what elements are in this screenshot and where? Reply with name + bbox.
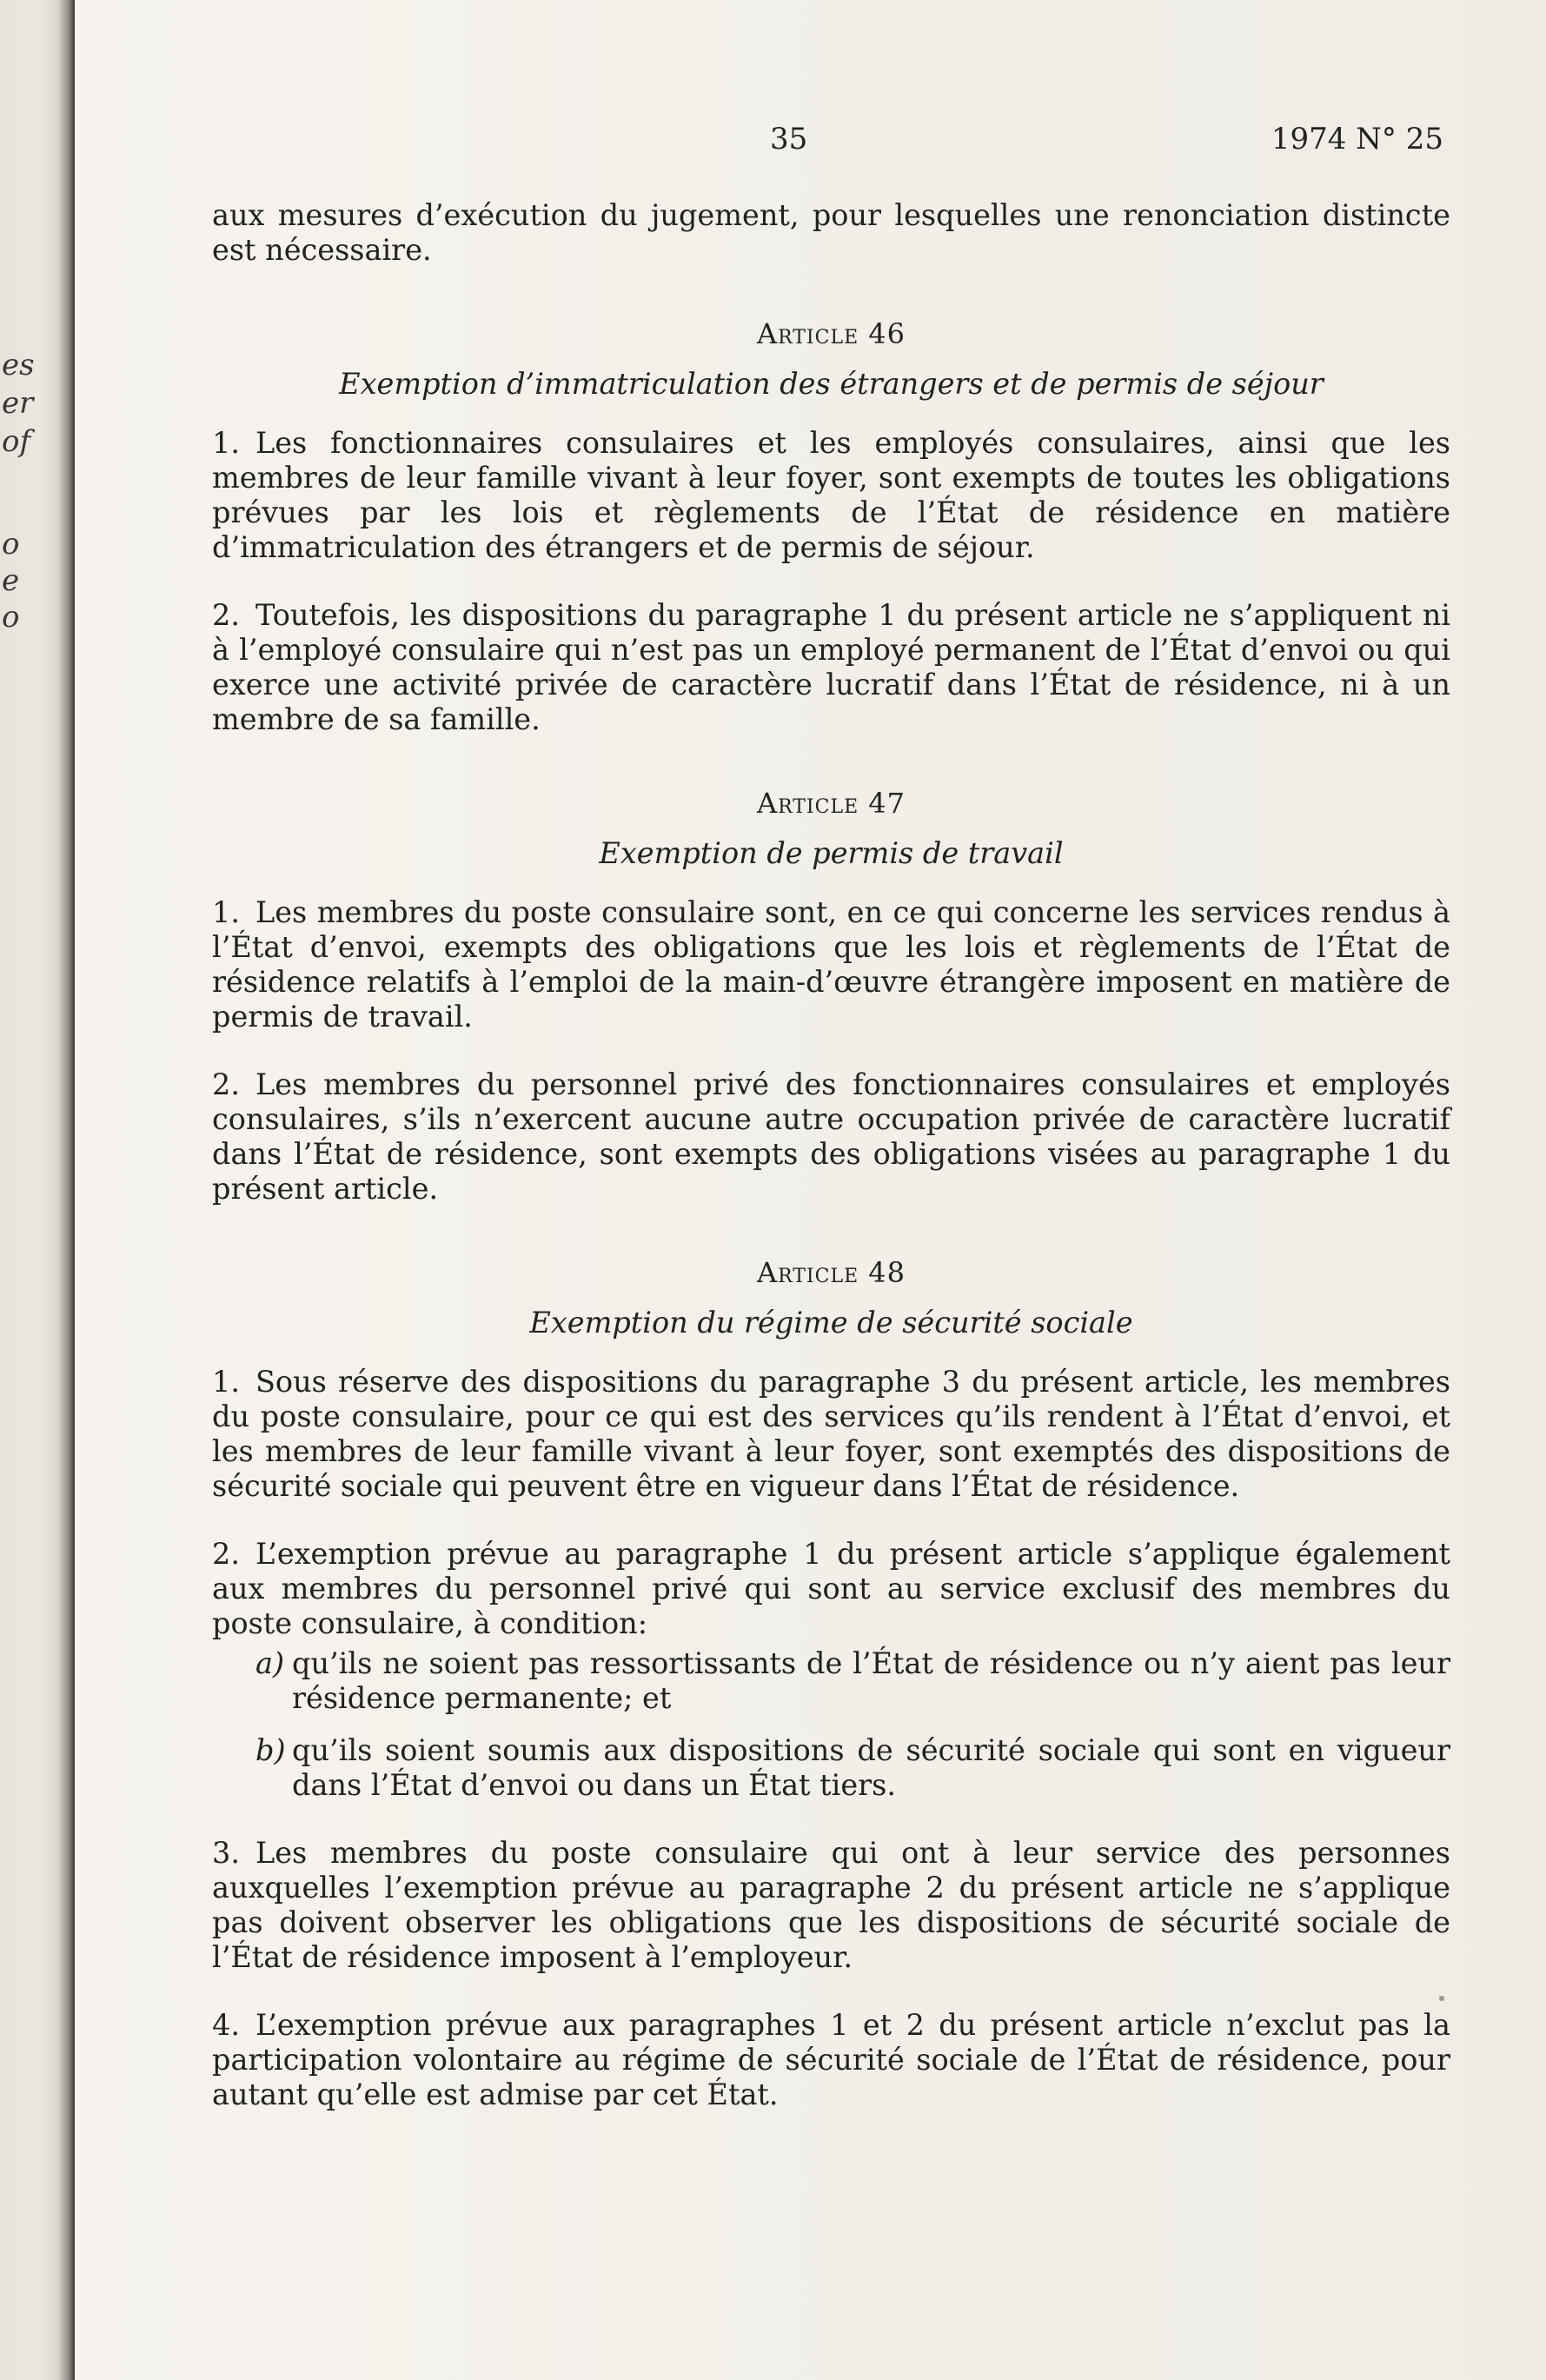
list-item [212,1733,1450,1803]
condition-list [212,1646,1450,1803]
facing-page-fragment: of [2,424,31,459]
page-number: 35 [770,122,808,156]
list-item-text: qu’ils ne soient pas ressortissants de l’État de résidence ou n’y aient pas leur résidence permanente; et [292,1646,1450,1715]
paragraph-text: Sous réserve des dispositions du paragraphe 3 du présent article, les membres du poste consulaire, pour ce qui est des services qu’ils rendent à l’État d’envoi, et les membres de leur famille vivant à leur foyer, sont exemptés des dispositions de sécurité sociale qui peuvent être en vigueur dans l’État de résidence. [212,1365,1450,1503]
list-item-label: b) [255,1733,286,1767]
article-heading: Article 47 [756,787,906,820]
document-page [75,0,1546,2380]
article-46-subtitle: Exemption d’immatriculation des étrangers et de permis de séjour [339,367,1324,401]
facing-page-fragment: o [2,527,20,562]
article-46-title [212,316,1450,351]
journal-reference: 1974 N° 25 [1271,122,1443,156]
paragraph-number: 1. [212,1365,240,1399]
article-48-paragraph-3 [212,1836,1450,1975]
article-48-paragraph-2 [212,1537,1450,1641]
paragraph-text: L’exemption prévue aux paragraphes 1 et 2 du présent article n’exclut pas la participation volontaire au régime de sécurité sociale de l’État de résidence, pour autant qu’elle est admise par cet État. [212,2008,1450,2111]
article-48-subtitle: Exemption du régime de sécurité sociale [529,1306,1133,1340]
article-47-paragraph-1 [212,895,1450,1034]
list-item [212,1646,1450,1716]
article-48-paragraph-1 [212,1365,1450,1504]
facing-page-fragment: o [2,600,20,635]
paragraph-number: 2. [212,598,240,632]
paragraph-text: Les membres du poste consulaire qui ont à leur service des personnes auxquelles l’exemption prévue au paragraphe 2 du présent article ne s’applique pas doivent observer les obligations que les dispositions de sécurité sociale de l’État de résidence imposent à l’employeur. [212,1836,1450,1974]
list-item-text: qu’ils soient soumis aux dispositions de sécurité sociale qui sont en vigueur dans l’État d’envoi ou dans un État tiers. [292,1733,1450,1802]
page-header [75,122,1546,165]
article-47-title [212,786,1450,821]
article-47-subtitle: Exemption de permis de travail [599,836,1064,870]
article-46-paragraph-2 [212,598,1450,737]
paragraph-number: 2. [212,1537,240,1571]
paper-speck [1439,1996,1444,2001]
intro-paragraph: aux mesures d’exécution du jugement, pour lesquelles une renonciation distincte est nécessaire. [212,198,1450,267]
paragraph-number: 4. [212,2008,240,2042]
paragraph-number: 1. [212,426,240,460]
body-text [212,198,1450,2112]
paragraph-number: 1. [212,895,240,929]
article-48-paragraph-4 [212,2008,1450,2112]
article-48-title [212,1255,1450,1290]
list-item-label: a) [255,1646,285,1680]
facing-page-fragment: er [2,386,34,421]
facing-page-fragment: e [2,563,20,598]
paragraph-text: L’exemption prévue au paragraphe 1 du présent article s’applique également aux membres du personnel privé qui sont au service exclusif des membres du poste consulaire, à condition: [212,1537,1450,1640]
paragraph-number: 3. [212,1836,240,1870]
article-heading: Article 48 [756,1256,906,1289]
paragraph-number: 2. [212,1067,240,1101]
article-heading: Article 46 [756,317,906,350]
article-47-paragraph-2 [212,1067,1450,1207]
paragraph-text: Les membres du poste consulaire sont, en ce qui concerne les services rendus à l’État d’envoi, exempts des obligations que les lois et règlements de l’État de résidence relatifs à l’emploi de la main-d’œuvre étrangère imposent en matière de permis de travail. [212,895,1450,1034]
binding-gutter [0,0,75,2380]
paragraph-text: Les membres du personnel privé des fonctionnaires consulaires et employés consulaires, s’ils n’exercent aucune autre occupation privée de caractère lucratif dans l’État de résidence, sont exempts des obligations visées au paragraphe 1 du présent article. [212,1067,1450,1206]
paragraph-text: Toutefois, les dispositions du paragraphe 1 du présent article ne s’appliquent ni à l’employé consulaire qui n’est pas un employé permanent de l’État d’envoi ou qui exerce une activité privée de caractère lucratif dans l’État de résidence, ni à un membre de sa famille. [212,598,1450,736]
paragraph-text: Les fonctionnaires consulaires et les employés consulaires, ainsi que les membres de leur famille vivant à leur foyer, sont exempts de toutes les obligations prévues par les lois et règlements de l’État de résidence en matière d’immatriculation des étrangers et de permis de séjour. [212,426,1450,564]
article-46-paragraph-1 [212,426,1450,565]
facing-page-fragment: es [2,348,35,382]
